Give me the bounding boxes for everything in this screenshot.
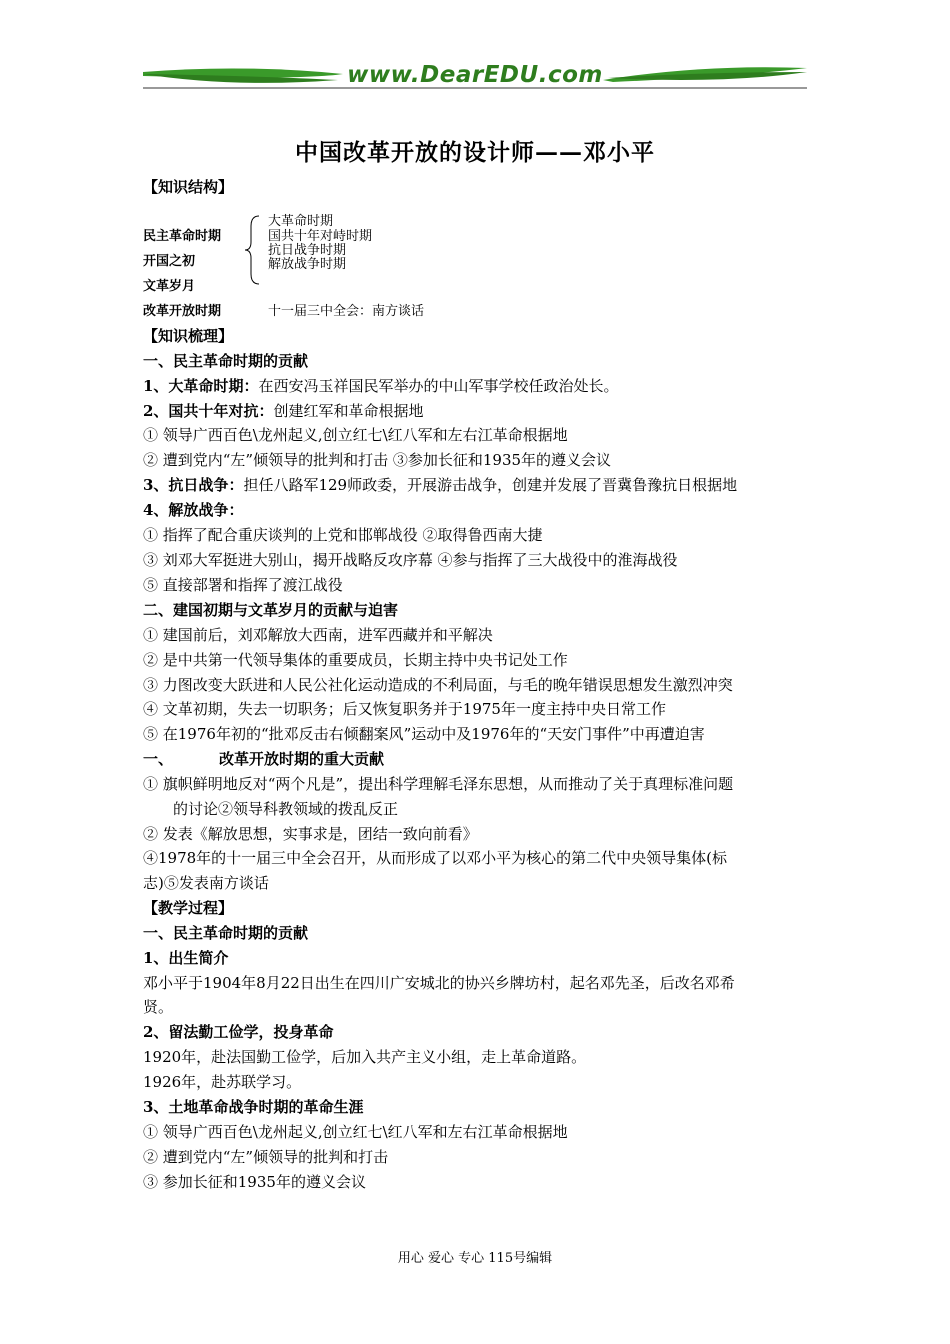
subsection-title: 3、土地革命战争时期的革命生涯: [143, 1098, 364, 1116]
brace-icon: [243, 214, 263, 286]
paragraph: 邓小平于1904年8月22日出生在四川广安城北的协兴乡牌坊村，起名邓先圣，后改名邓希: [143, 974, 735, 992]
section-title: 一、民主革命时期的贡献: [143, 924, 309, 942]
paragraph: 1926年，赴苏联学习。: [143, 1073, 302, 1091]
list-item: ② 遭到党内“左”倾领导的批判和打击 ③参加长征和1935年的遵义会议: [143, 451, 612, 469]
paragraph: 贤。: [143, 998, 174, 1016]
subsection-title: 2、留法勤工俭学，投身革命: [143, 1023, 334, 1041]
subsection-title: 1、出生简介: [143, 949, 229, 967]
list-item: ⑤ 在1976年初的“批邓反击右倾翻案风”运动中及1976年的“天安门事件”中再遭迫害: [143, 725, 705, 743]
sub-period-label: 大革命时期: [268, 214, 334, 229]
structure-heading: 【知识结构】: [143, 178, 234, 196]
list-item: ① 领导广西百色\龙州起义,创立红七\红八军和左右江革命根据地: [143, 1123, 568, 1141]
list-item: ③ 力图改变大跃进和人民公社化运动造成的不利局面，与毛的晚年错误思想发生激烈冲突: [143, 676, 733, 694]
list-item: ② 发表《解放思想，实事求是，团结一致向前看》: [143, 825, 478, 843]
site-header-banner: [143, 58, 807, 94]
list-item: 的讨论②领导科教领域的拨乱反正: [173, 800, 399, 818]
sub-period-label: 抗日战争时期: [268, 243, 347, 258]
period-label: 文革岁月: [143, 279, 196, 294]
section-title: 二、建国初期与文革岁月的贡献与迫害: [143, 601, 399, 619]
page-title: 中国改革开放的设计师——邓小平: [295, 139, 655, 166]
sub-period-label: 解放战争时期: [268, 257, 347, 272]
period-label: 改革开放时期: [143, 304, 222, 319]
list-item: ② 是中共第一代领导集体的重要成员，长期主持中央书记处工作: [143, 651, 568, 669]
list-item: ① 领导广西百色\龙州起义,创立红七\红八军和左右江革命根据地: [143, 426, 568, 444]
section-title: 一、 改革开放时期的重大贡献: [143, 750, 385, 768]
list-item: 2、国共十年对抗：创建红军和革命根据地: [143, 402, 424, 420]
list-item: ⑤ 直接部署和指挥了渡江战役: [143, 576, 343, 594]
list-item: ① 指挥了配合重庆谈判的上党和邯郸战役 ②取得鲁西南大捷: [143, 526, 543, 544]
sub-period-label: 国共十年对峙时期: [268, 229, 373, 244]
list-item: ① 建国前后，刘邓解放大西南，进军西藏并和平解决: [143, 626, 493, 644]
review-heading: 【知识梳理】: [143, 327, 234, 345]
page-footer: 用心 爱心 专心 115号编辑: [397, 1251, 553, 1266]
list-item: ③ 刘邓大军挺进大别山，揭开战略反攻序幕 ④参与指挥了三大战役中的淮海战役: [143, 551, 678, 569]
paragraph: 1920年，赴法国勤工俭学，后加入共产主义小组，走上革命道路。: [143, 1048, 587, 1066]
teaching-heading: 【教学过程】: [143, 899, 234, 917]
list-item: ④1978年的十一届三中全会召开，从而形成了以邓小平为核心的第二代中央领导集体(标: [143, 849, 728, 867]
period-label: 开国之初: [143, 254, 196, 269]
list-item: ② 遭到党内“左”倾领导的批判和打击: [143, 1148, 389, 1166]
section-title: 一、民主革命时期的贡献: [143, 352, 309, 370]
site-url: www.DearEDU.com: [347, 62, 603, 88]
list-item: 志)⑤发表南方谈话: [143, 874, 269, 892]
period-label: 民主革命时期: [143, 229, 222, 244]
list-item: ① 旗帜鲜明地反对“两个凡是”，提出科学理解毛泽东思想，从而推动了关于真理标准问题: [143, 775, 734, 793]
list-item: 4、解放战争：: [143, 501, 244, 519]
reform-note: 十一届三中全会：南方谈话: [268, 304, 425, 319]
list-item: ④ 文革初期，失去一切职务；后又恢复职务并于1975年一度主持中央日常工作: [143, 700, 666, 718]
list-item: 1、大革命时期：在西安冯玉祥国民军举办的中山军事学校任政治处长。: [143, 377, 619, 395]
list-item: 3、抗日战争：担任八路军129师政委，开展游击战争，创建并发展了晋冀鲁豫抗日根据地: [143, 476, 738, 494]
list-item: ③ 参加长征和1935年的遵义会议: [143, 1173, 366, 1191]
